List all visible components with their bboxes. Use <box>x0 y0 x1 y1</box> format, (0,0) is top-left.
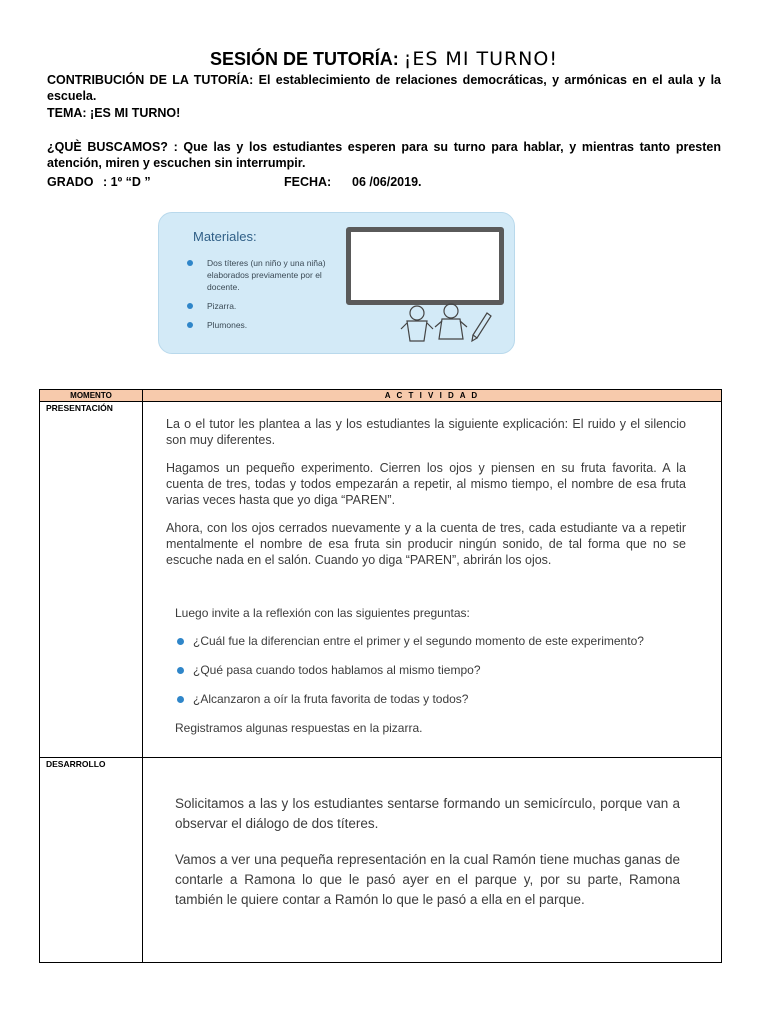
paragraph: Hagamos un pequeño experimento. Cierren los ojos y piensen en su fruta favorita. A la cuenta de tres, todas y todos empezarán a repetir, al mismo tiempo, el nombre de esa fruta varias veces hasta que yo diga “PAREN”. <box>166 461 686 507</box>
page-title <box>0 48 768 70</box>
question-item: ¿Cuál fue la diferencian entre el primer y el segundo momento de este experimento? <box>175 633 695 649</box>
materials-item: Pizarra. <box>183 300 353 312</box>
grado-value: : 1º “D ” <box>103 175 151 189</box>
contribucion-text: CONTRIBUCIÓN DE LA TUTORÍA: El establecimiento de relaciones democráticas, y armónicas en el aula y la escuela. <box>47 73 721 103</box>
materials-card <box>158 212 515 354</box>
title-main: SESIÓN DE TUTORÍA: <box>210 49 404 69</box>
buscamos-text: ¿QUÈ BUSCAMOS? : Que las y los estudiantes esperen para su turno para hablar, y mientras tanto presten atención, miren y escuchen sin interrumpir. <box>47 140 721 170</box>
materials-title: Materiales: <box>193 229 257 244</box>
grado-label: GRADO <box>47 175 94 189</box>
materials-item: Dos títeres (un niño y una niña) elaborados previamente por el docente. <box>183 257 353 293</box>
puppets-illustration <box>397 299 497 349</box>
question-list <box>175 633 695 707</box>
col-actividad: A C T I V I D A D <box>142 390 721 401</box>
paragraph: La o el tutor les plantea a las y los estudiantes la siguiente explicación: El ruido y el silencio son muy diferentes. <box>166 417 686 447</box>
question-item: ¿Alcanzaron a oír la fruta favorita de todas y todos? <box>175 691 695 707</box>
presentacion-text <box>166 416 686 580</box>
col-momento: MOMENTO <box>70 391 112 400</box>
grado-fecha-row <box>47 174 721 190</box>
fecha-value: 06 /06/2019. <box>352 175 422 189</box>
materials-list <box>183 257 353 338</box>
title-turno: ¡ES MI TURNO! <box>403 48 558 70</box>
momento-presentacion: PRESENTACIÓN <box>46 403 113 413</box>
desarrollo-text <box>175 794 680 926</box>
activity-table <box>39 389 722 963</box>
paragraph: Vamos a ver una pequeña representación en la cual Ramón tiene muchas ganas de contarle a Ramona lo que le pasó ayer en el parque y, por su parte, Ramona también le quiere contar a Ramón lo que le pasó a ella en el parque. <box>175 852 680 907</box>
paragraph: Solicitamos a las y los estudiantes sentarse formando un semicírculo, porque van a observar el diálogo de dos títeres. <box>175 796 680 831</box>
tema-text: TEMA: ¡ES MI TURNO! <box>47 106 181 120</box>
reflection-block <box>175 605 695 736</box>
fecha-label: FECHA: <box>284 175 332 189</box>
paragraph: Ahora, con los ojos cerrados nuevamente y a la cuenta de tres, cada estudiante va a repetir mentalmente el nombre de esa fruta sin producir ningún sonido, de tal forma que no se escuche nada en el salón. Cuando yo diga “PAREN”, abrirán los ojos. <box>166 521 686 567</box>
closing-text: Registramos algunas respuestas en la pizarra. <box>175 721 423 735</box>
whiteboard-illustration <box>346 227 504 305</box>
invite-text: Luego invite a la reflexión con las siguientes preguntas: <box>175 606 470 620</box>
momento-desarrollo: DESARROLLO <box>46 759 106 769</box>
question-item: ¿Qué pasa cuando todos hablamos al mismo tiempo? <box>175 662 695 678</box>
materials-item: Plumones. <box>183 319 353 331</box>
